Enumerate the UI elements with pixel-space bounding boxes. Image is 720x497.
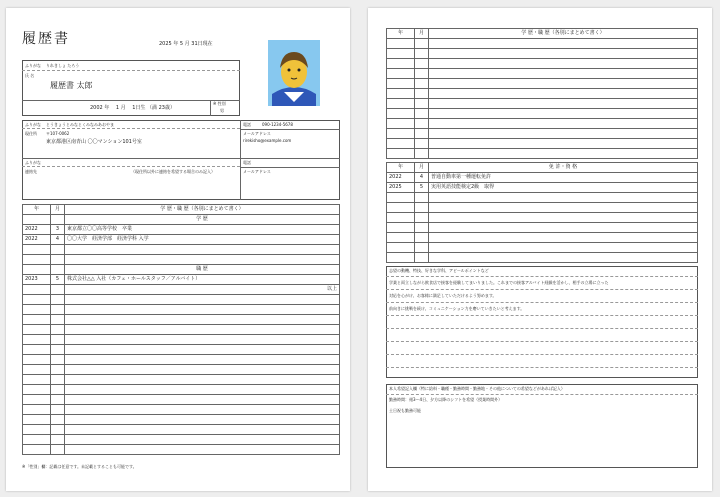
- name-furigana: りれきしょ たろう: [46, 63, 80, 68]
- table-row[interactable]: [387, 69, 698, 79]
- email-label: メールアドレス: [243, 131, 271, 136]
- furigana-label: ふりがな: [25, 63, 41, 68]
- table-row[interactable]: [387, 99, 698, 109]
- table-row[interactable]: [387, 129, 698, 139]
- table-row[interactable]: [23, 245, 340, 255]
- table-row[interactable]: [23, 395, 340, 405]
- email2-label: メールアドレス: [243, 169, 271, 174]
- table-row[interactable]: [23, 405, 340, 415]
- work-month[interactable]: 5: [51, 275, 65, 285]
- resume-date: 2025 年 5 月 31日現在: [159, 41, 213, 47]
- gender-value[interactable]: 男: [220, 108, 224, 113]
- table-row[interactable]: [23, 445, 340, 455]
- work-text[interactable]: 株式会社△△ 入社（カフェ・ホールスタッフ／アルバイト）: [65, 275, 340, 285]
- table-row[interactable]: [23, 345, 340, 355]
- address-furigana: とうきょうとみなとくみなみあおやま: [46, 122, 114, 127]
- table-row[interactable]: [387, 139, 698, 149]
- table-row[interactable]: [23, 315, 340, 325]
- email-value[interactable]: rirekisho@example.com: [243, 138, 292, 143]
- contact-label: 連絡先: [25, 169, 37, 174]
- month-header: 月: [51, 205, 65, 215]
- gender-label: ※ 性別: [213, 101, 226, 106]
- address-block: [22, 120, 340, 200]
- table-row: [23, 285, 340, 295]
- address-label: 現住所: [25, 131, 37, 136]
- table-row[interactable]: [387, 183, 698, 193]
- motivation-label: 志望の動機、特技、好きな学科、アピールポイントなど: [389, 268, 489, 273]
- motivation-text-2[interactable]: 対応を心がけ、お客様に満足していただけるよう努めます。: [389, 293, 497, 298]
- year-header: 年: [387, 163, 415, 173]
- table-row: [23, 215, 340, 225]
- table-header: [387, 29, 698, 39]
- content-header: 学 歴・職 歴（各別にまとめて書く）: [65, 205, 340, 215]
- table-row[interactable]: [387, 203, 698, 213]
- table-row[interactable]: [387, 233, 698, 243]
- table-row[interactable]: [23, 365, 340, 375]
- table-row[interactable]: [23, 325, 340, 335]
- table-row[interactable]: [387, 109, 698, 119]
- table-row[interactable]: [387, 89, 698, 99]
- table-row[interactable]: [23, 275, 340, 285]
- contact-furigana-label: ふりがな: [25, 160, 41, 165]
- month-header: 月: [415, 29, 429, 39]
- license-text[interactable]: 実用英語技能検定2級 取得: [429, 183, 698, 193]
- table-row[interactable]: [387, 173, 698, 183]
- table-row[interactable]: [23, 415, 340, 425]
- table-row[interactable]: [387, 119, 698, 129]
- phone2-label: 電話: [243, 160, 251, 165]
- edu-text[interactable]: 〇〇大学 経済学部 経済学科 入学: [65, 235, 340, 245]
- table-row[interactable]: [23, 335, 340, 345]
- table-row[interactable]: [387, 49, 698, 59]
- education-heading: 学 歴: [65, 215, 340, 225]
- license-table: [386, 162, 698, 263]
- table-row[interactable]: [387, 59, 698, 69]
- footnote: ※「性別」欄：記載は任意です。未記載とすることも可能です。: [22, 464, 137, 469]
- name-label: 氏 名: [25, 73, 35, 78]
- year-header: 年: [23, 205, 51, 215]
- table-row: [23, 265, 340, 275]
- table-row[interactable]: [387, 39, 698, 49]
- table-row[interactable]: [387, 253, 698, 263]
- history-table-left: [22, 204, 340, 455]
- table-row[interactable]: [387, 213, 698, 223]
- photo: [268, 40, 320, 106]
- license-text[interactable]: 普通自動車第一種運転免許: [429, 173, 698, 183]
- edu-text[interactable]: 東京都立〇〇高等学校 卒業: [65, 225, 340, 235]
- table-row[interactable]: [23, 255, 340, 265]
- table-row[interactable]: [387, 79, 698, 89]
- table-row[interactable]: [23, 235, 340, 245]
- motivation-text-1[interactable]: 学業と両立しながら飲食店で接客を経験してまいりました。これまでの接客アルバイト経験を活かし、相手の立場に立った: [389, 280, 609, 285]
- person-photo-icon: [268, 40, 320, 106]
- license-header: 免 許・資 格: [429, 163, 698, 173]
- edu-year[interactable]: 2022: [23, 225, 51, 235]
- resume-title: 履歴書: [22, 31, 70, 47]
- wishes-line-2[interactable]: 土日祝も勤務可能: [389, 408, 421, 413]
- edu-month[interactable]: 3: [51, 225, 65, 235]
- license-month[interactable]: 4: [415, 173, 429, 183]
- work-year[interactable]: 2023: [23, 275, 51, 285]
- table-row[interactable]: [23, 385, 340, 395]
- content-header: 学 歴・職 歴（各別にまとめて書く）: [429, 29, 698, 39]
- phone-value[interactable]: 090-1234-5678: [262, 122, 293, 127]
- address-value[interactable]: 東京都港区南青山 〇〇マンション101号室: [46, 139, 142, 145]
- table-row[interactable]: [387, 149, 698, 159]
- wishes-line-1[interactable]: 勤務時間：週3〜4日、夕方以降のシフトを希望（授業時間外）: [389, 397, 503, 402]
- table-row[interactable]: [23, 225, 340, 235]
- table-header: [23, 205, 340, 215]
- table-row[interactable]: [23, 425, 340, 435]
- birth-date[interactable]: 2002 年 1 月 1日生 （満 23歳）: [90, 105, 175, 111]
- license-month[interactable]: 5: [415, 183, 429, 193]
- edu-month[interactable]: 4: [51, 235, 65, 245]
- end-marker: 以上: [65, 285, 340, 295]
- resume-page-left: [6, 8, 350, 491]
- wishes-label: 本人希望記入欄（特に給料・職種・勤務時間・勤務地・その他についての希望などがあれば記入）: [389, 386, 565, 391]
- license-year[interactable]: 2022: [387, 173, 415, 183]
- table-row[interactable]: [387, 243, 698, 253]
- applicant-name[interactable]: 履歴書 太郎: [50, 81, 93, 90]
- table-row[interactable]: [23, 355, 340, 365]
- month-header: 月: [415, 163, 429, 173]
- postal-code[interactable]: 〒107-0062: [46, 131, 70, 136]
- table-row[interactable]: [23, 435, 340, 445]
- edu-year[interactable]: 2022: [23, 235, 51, 245]
- table-header: [387, 163, 698, 173]
- table-row[interactable]: [23, 305, 340, 315]
- resume-page-right: [368, 8, 712, 491]
- year-header: 年: [387, 29, 415, 39]
- address-furigana-label: ふりがな: [25, 122, 41, 127]
- table-row[interactable]: [387, 223, 698, 233]
- table-row[interactable]: [387, 193, 698, 203]
- work-heading: 職 歴: [65, 265, 340, 275]
- history-table-right: [386, 28, 698, 159]
- table-row[interactable]: [23, 295, 340, 305]
- motivation-text-3[interactable]: 前向きに挑戦を続け、コミュニケーション力を磨いていきたいと考えます。: [389, 306, 525, 311]
- table-row[interactable]: [23, 375, 340, 385]
- license-year[interactable]: 2025: [387, 183, 415, 193]
- contact-note: （現住所以外に連絡を希望する場合のみ記入）: [131, 169, 215, 174]
- phone-label: 電話: [243, 122, 251, 127]
